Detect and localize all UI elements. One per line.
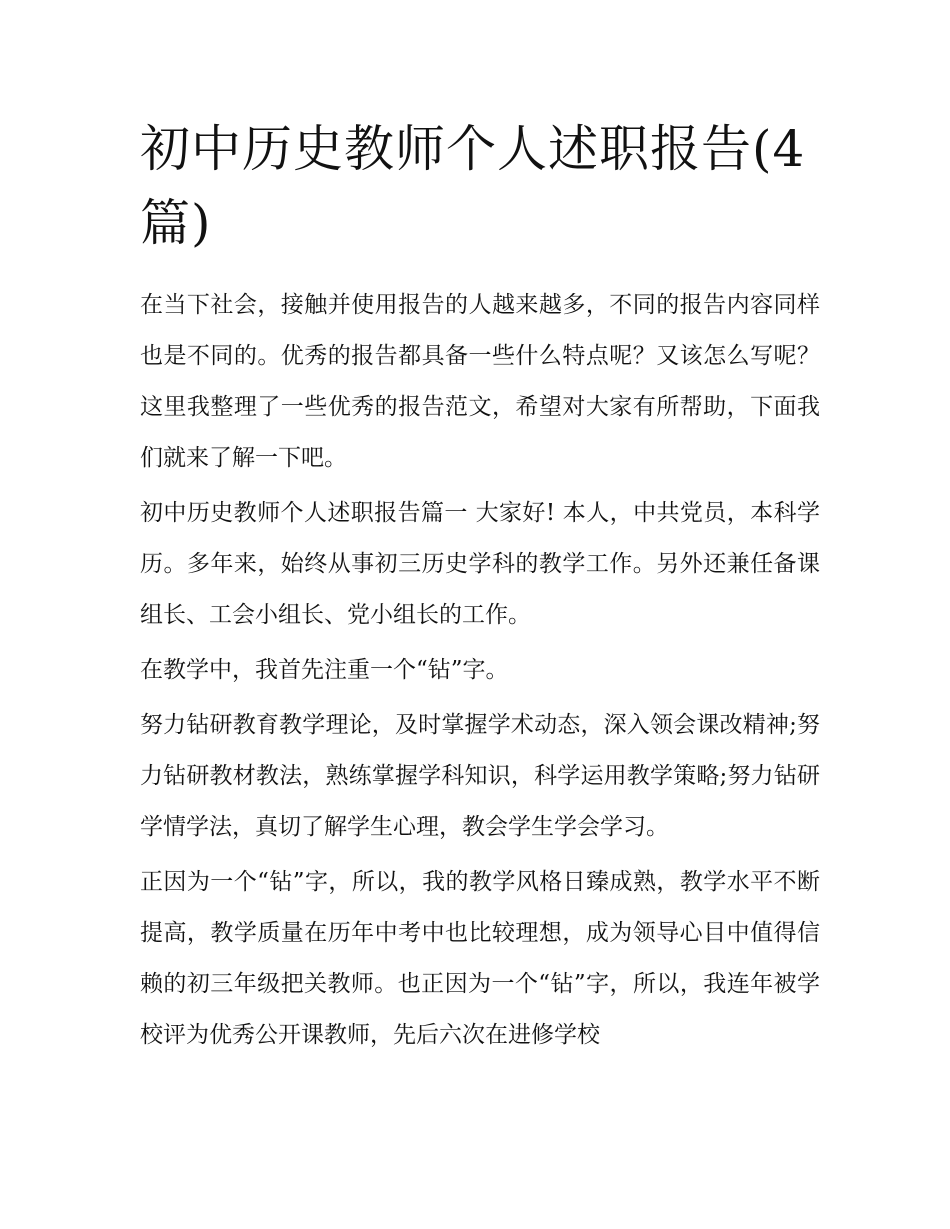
- paragraph-opening: 初中历史教师个人述职报告篇一 大家好! 本人，中共党员，本科学历。多年来，始终从事初三历史学科的教学工作。另外还兼任备课组长、工会小组长、党小组长的工作。: [140, 500, 820, 628]
- document-title: 初中历史教师个人述职报告(4篇): [140, 120, 806, 252]
- paragraph-intro: 在当下社会，接触并使用报告的人越来越多，不同的报告内容同样也是不同的。优秀的报告都具备一些什么特点呢？又该怎么写呢？这里我整理了一些优秀的报告范文，希望对大家有所帮助，下面我们就来了解一下吧。: [140, 292, 820, 471]
- paragraph-focus: 在教学中，我首先注重一个“钻”字。: [140, 657, 509, 683]
- paragraph-study: 努力钻研教育教学理论，及时掌握学术动态，深入领会课改精神;努力钻研教材教法，熟练掌握学科知识，科学运用教学策略;努力钻研学情学法，真切了解学生心理，教会学生学会学习。: [140, 712, 820, 840]
- document-body: [140, 280, 820, 1065]
- paragraph-result: 正因为一个“钻”字，所以，我的教学风格日臻成熟，教学水平不断提高，教学质量在历年中考中也比较理想，成为领导心目中值得信赖的初三年级把关教师。也正因为一个“钻”字，所以，我连年被学校评为优秀公开课教师，先后六次在进修学校: [140, 869, 820, 1048]
